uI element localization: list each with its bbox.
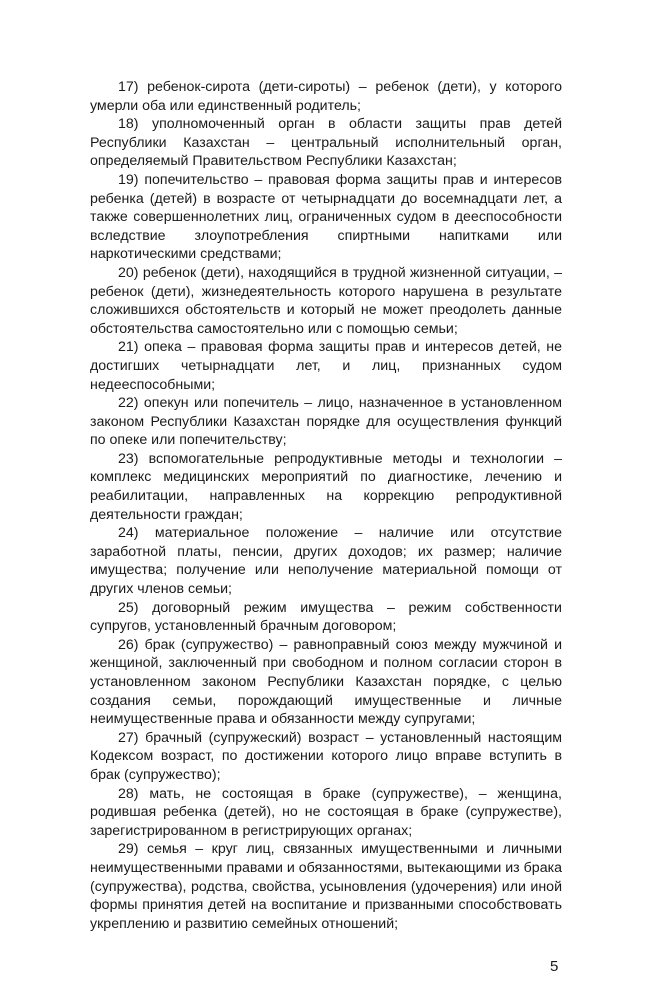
entry-number: 20)	[118, 264, 139, 281]
entry-number: 28)	[118, 785, 139, 802]
definition-entry	[90, 78, 562, 115]
entry-definition: – центральный исполнительный орган, определяемый Правительством Республики Казахстан;	[90, 134, 562, 170]
document-body	[90, 78, 562, 933]
entry-term: опека	[144, 339, 182, 356]
entry-number: 29)	[118, 841, 139, 858]
definition-entry	[90, 264, 562, 338]
entry-term: вспомогательные репродуктивные методы и технологии	[148, 450, 545, 467]
entry-definition: – круг лиц, связанных имущественными и личными неимущественными правами и обязанностями, вытекающими из брака (супружества), родства, свойства, усыновления (удочерения) или иной формы принятия детей на воспитание и призванными способствовать укреплению и развитию семейных отношений;	[90, 841, 562, 932]
entry-term: семья	[147, 841, 187, 858]
entry-number: 17)	[118, 79, 139, 95]
entry-term: уполномоченный орган в области защиты прав детей Республики Казахстан	[90, 116, 562, 151]
definition-entry	[90, 394, 562, 450]
definition-entry	[90, 840, 562, 933]
entry-term: попечительство	[144, 171, 249, 188]
entry-term: ребенок (дети), находящийся в трудной жизненной ситуации,	[142, 264, 550, 281]
entry-number: 27)	[118, 729, 139, 746]
entry-number: 23)	[118, 450, 139, 467]
definition-entry	[90, 636, 562, 729]
definition-entry	[90, 524, 562, 598]
entry-number: 24)	[118, 525, 139, 542]
entry-definition: – равноправный союз между мужчиной и женщиной, заключенный при свободном и полном согласии сторон в установленном законом Республики Казахстан порядке, с целью создания семьи, порождающий имущественные и личные неимущественные права и обязанности между супругами;	[90, 636, 562, 728]
entry-definition: – наличие или отсутствие заработной платы, пенсии, других доходов; их размер; наличие имущества; получение или неполучение материальной помощи от других членов семьи;	[90, 525, 562, 598]
definition-entry	[90, 338, 562, 394]
entry-definition: – правовая форма защиты прав и интересов ребенка (детей) в возрасте от четырнадцати до восемнадцати лет, а также совершеннолетних лиц, ограниченных судом в дееспособности вследствие злоупотребления спиртными напитками или наркотическими средствами;	[90, 171, 562, 263]
entry-definition: – ребенок (дети), у которого умерли оба или единственный родитель;	[90, 79, 562, 114]
entry-term: ребенок-сирота (дети-сироты)	[147, 79, 351, 95]
entry-definition: – женщина, родившая ребенка (детей), но не состоящая в браке (супружестве), зарегистрированном в регистрирующих органах;	[90, 785, 562, 839]
definition-entry	[90, 171, 562, 264]
entry-number: 22)	[118, 395, 139, 412]
entry-definition: – лицо, назначенное в установленном законом Республики Казахстан порядке для осуществления функций по опеке или попечительству;	[90, 395, 562, 449]
entry-term: брак (супружество)	[144, 636, 274, 653]
definition-entry	[90, 729, 562, 785]
definition-entry	[90, 599, 562, 636]
entry-number: 19)	[118, 171, 139, 188]
entry-term: договорный режим имущества	[152, 599, 374, 616]
page-number: 5	[550, 958, 559, 975]
entry-definition: – комплекс медицинских мероприятий по диагностике, лечению и реабилитации, направленных на коррекцию репродуктивной деятельности граждан;	[90, 450, 562, 523]
entry-number: 21)	[118, 339, 139, 356]
entry-definition: – установленный настоящим Кодексом возраст, по достижении которого лицо вправе вступить в брак (супружество);	[90, 729, 563, 783]
entry-term: опекун или попечитель	[143, 395, 299, 412]
entry-definition: – ребенок (дети), жизнедеятельность которого нарушена в результате сложившихся обстоятельств и который не может преодолеть данные обстоятельства самостоятельно или с помощью семьи;	[90, 264, 562, 337]
definition-entry	[90, 115, 562, 171]
entry-number: 26)	[118, 636, 139, 653]
definition-entry	[90, 785, 562, 841]
entry-number: 18)	[118, 116, 139, 133]
definition-entry	[90, 450, 562, 524]
entry-definition: – правовая форма защиты прав и интересов детей, не достигших четырнадцати лет, и лиц, признанных судом недееспособными;	[90, 339, 562, 393]
entry-definition: – режим собственности супругов, установленный брачным договором;	[90, 599, 562, 635]
entry-term: материальное положение	[154, 525, 339, 542]
entry-number: 25)	[118, 599, 139, 616]
entry-term: брачный (супружеский) возраст	[145, 729, 360, 746]
entry-term: мать, не состоящая в браке (супружестве),	[149, 785, 468, 802]
